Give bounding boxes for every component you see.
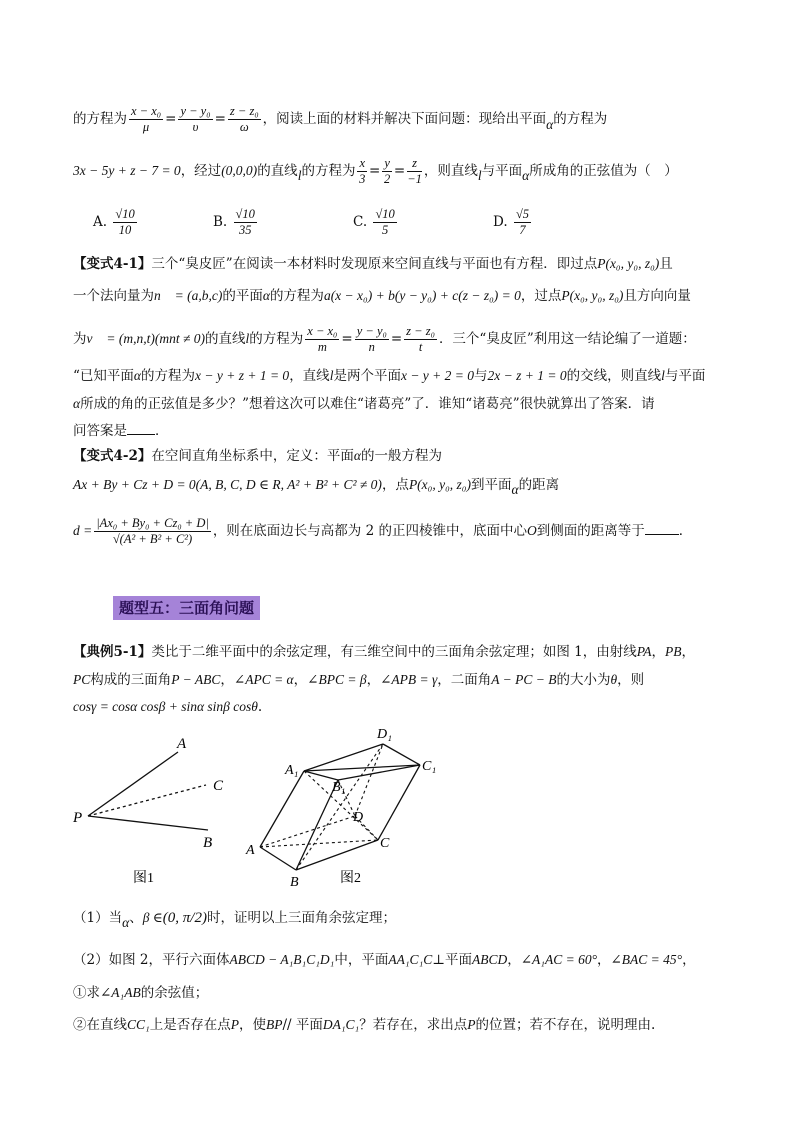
option-b[interactable]: B. $\frac{√10}{35}$ bbox=[213, 207, 255, 237]
q2-line: （2）如图 2，平行六面体ABCD − A₁B₁C₁D₁中，平面AA₁C₁C⊥平面ABCD，∠A₁AC = 60°，∠BAC = 45°， bbox=[73, 952, 696, 968]
v41-line-5: α所成的角的正弦值是多少？”想着这次可以难住“诸葛亮”了．谁知“诸葛亮”很快就算出了答案．请 bbox=[73, 396, 655, 412]
figure-1 bbox=[60, 720, 260, 890]
fig1-caption: 图1 bbox=[133, 871, 154, 886]
v41-line-1: 【变式4-1】三个“臭皮匠”在阅读一本材料时发现原来空间直线与平面也有方程．即过点P(x₀, y₀, z₀)且 bbox=[73, 256, 673, 272]
option-d[interactable]: D. $\frac{√5}{7}$ bbox=[493, 207, 530, 237]
e51-line-1: 【典例5-1】类比于二维平面中的余弦定理，有三维空间中的三面角余弦定理；如图 1，由射线PA，PB， bbox=[73, 644, 696, 660]
q2-1-line: ①求∠A₁AB的余弦值； bbox=[73, 985, 209, 1001]
fraction: $\frac{y}{2}$ bbox=[383, 156, 391, 186]
option-a[interactable]: A. $\frac{√10}{10}$ bbox=[93, 207, 135, 237]
fig2-label-a1: A₁ bbox=[285, 763, 299, 778]
fraction: $\frac{\text{y − y₀}}{\upsilon}$ bbox=[180, 104, 211, 134]
fraction: $\frac{\text{z − z₀}}{\omega}$ bbox=[229, 104, 259, 134]
fig1-label-c: C bbox=[213, 778, 224, 794]
option-c[interactable]: C. $\frac{√10}{5}$ bbox=[353, 207, 395, 237]
fig2-label-a: A bbox=[246, 843, 255, 858]
v42-line-1: 【变式4-2】在空间直角坐标系中，定义：平面α的一般方程为 bbox=[73, 448, 442, 464]
v42-line-3: d = $\frac{\text{|Ax₀ + By₀ + Cz₀ + D|}}{\text{√(A² + B² + C²)}}$ ，则在底面边长与高都为 2 的正四棱锥中，底面中心O到侧面的距离等于 ． bbox=[73, 516, 693, 546]
fig2-label-c: C bbox=[380, 836, 390, 851]
section-title: 题型五：三面角问题 bbox=[113, 596, 260, 620]
e51-line-3: cosγ = cosα cosβ + sinα sinβ cosθ. bbox=[73, 699, 263, 715]
line-1: 的方程为 $\frac{\text{x − x₀}}{\mu}$ = $\frac{\text{y − y₀}}{\upsilon}$ = $\frac{\text{z − z₀}}{\omega}$ ，阅读上面的材料并解决下面问题：现给出平面α的方程为 bbox=[73, 104, 608, 134]
q1-line: （1）当α、β ∈(0, π/2)时，证明以上三面角余弦定理； bbox=[73, 910, 396, 930]
fig2-label-d1: D₁ bbox=[377, 727, 392, 742]
fig1-label-b: B bbox=[203, 835, 213, 851]
fig2-label-d: D bbox=[353, 810, 364, 825]
answer-blank[interactable] bbox=[127, 422, 155, 435]
fig2-label-b: B bbox=[290, 875, 299, 890]
fig1-label-p: P bbox=[73, 810, 83, 826]
v41-line-3: 为v⃗ = (m,n,t)(mnt ≠ 0)的直线l的方程为 $\frac{\text{x − x₀}}{m}$ = $\frac{\text{y − y₀}}{n}$ = $\frac{\text{z − z₀}}{t}$ ．三个“臭皮匠”利用这一结论编了一道题： bbox=[73, 324, 696, 354]
fig1-label-a: A bbox=[177, 736, 187, 752]
fraction: $\frac{\text{x − x₀}}{\mu}$ bbox=[131, 104, 162, 134]
fig2-label-c1: C₁ bbox=[422, 759, 437, 774]
fig2-label-b1: B₁ bbox=[332, 780, 346, 795]
line-2: 3x − 5y + z − 7 = 0，经过(0,0,0)的直线l的方程为 $\frac{x}{3}$ = $\frac{y}{2}$ = $\frac{z}{-1}$ ，则直线l与平面α所成角的正弦值为（ ） bbox=[73, 156, 678, 186]
fraction: $\frac{z}{-1}$ bbox=[407, 156, 422, 186]
fraction: $\frac{x}{3}$ bbox=[359, 156, 366, 186]
figure-2 bbox=[240, 720, 470, 890]
e51-line-2: PC构成的三面角P − ABC，∠APC = α，∠BPC = β，∠APB = γ，二面角A − PC − B的大小为θ，则 bbox=[73, 672, 645, 688]
q2-2-line: ②在直线CC₁上是否存在点P，使BP// 平面DA₁C₁？若存在，求出点P的位置；若不存在，说明理由. bbox=[73, 1017, 656, 1033]
v42-line-2: Ax + By + Cz + D = 0(A, B, C, D ∈ R, A² + B² + C² ≠ 0)，点P(x₀, y₀, z₀)到平面α的距离 bbox=[73, 477, 560, 497]
v41-line-4: “已知平面α的方程为x − y + z + 1 = 0，直线l是两个平面x − y + 2 = 0与2x − z + 1 = 0的交线，则直线l与平面 bbox=[73, 368, 706, 384]
v41-line-6: 问答案是 ． bbox=[73, 423, 169, 439]
v41-line-2: 一个法向量为n⃗ = (a,b,c)的平面α的方程为a(x − x₀) + b(y − y₀) + c(z − z₀) = 0，过点P(x₀, y₀, z₀)且方向向量 bbox=[73, 288, 691, 304]
fig2-caption: 图2 bbox=[340, 871, 361, 886]
answer-blank[interactable] bbox=[645, 522, 679, 535]
